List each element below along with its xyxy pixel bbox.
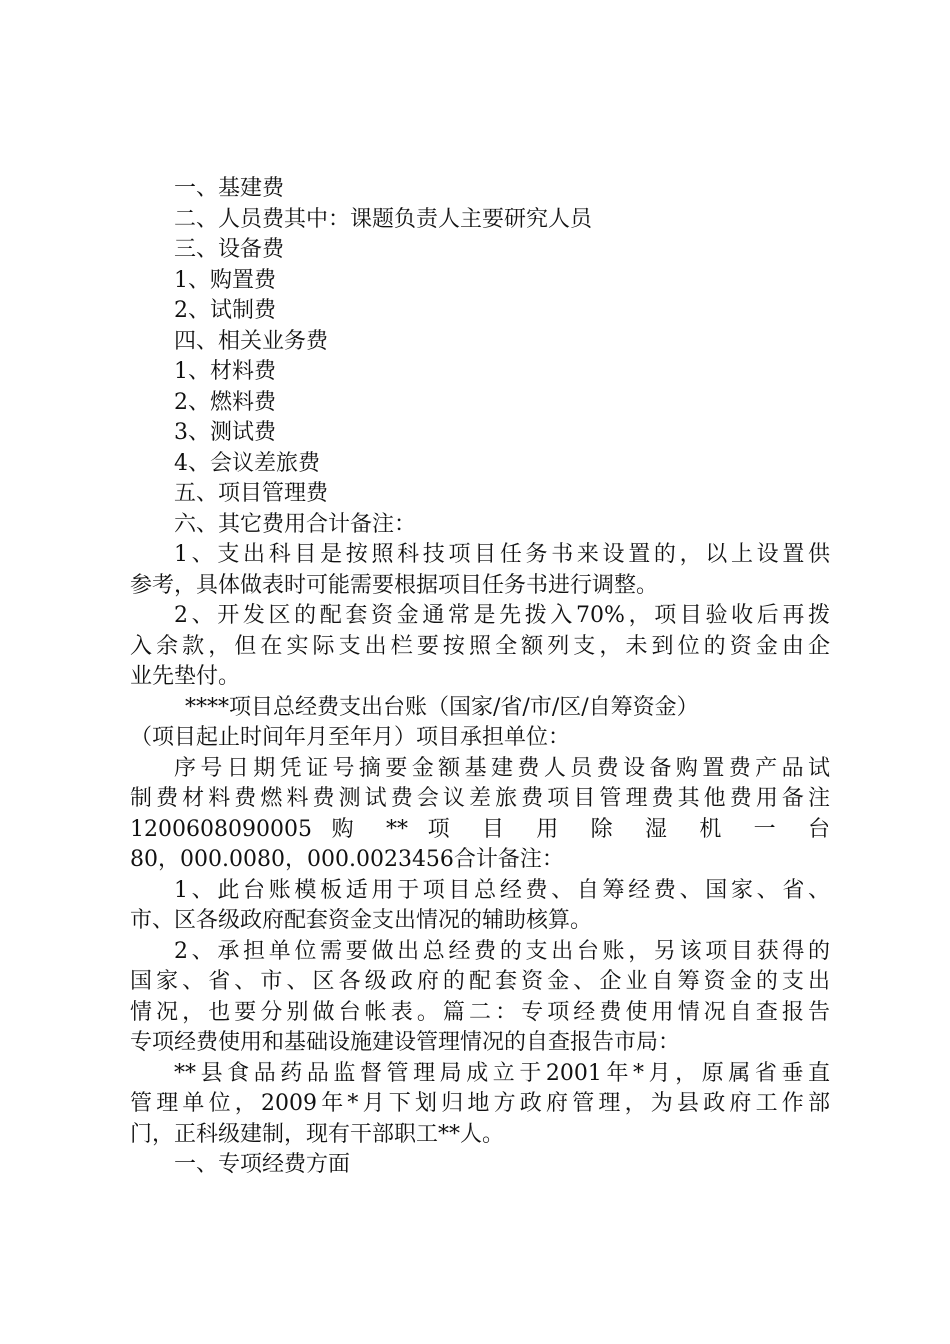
ledger-note-1-line-1: 1、此台账模板适用于项目总经费、自筹经费、国家、省、 bbox=[174, 877, 830, 903]
section-special-funds: 一、专项经费方面 bbox=[174, 1152, 351, 1177]
heading-personnel: 二、人员费其中：课题负责人主要研究人员 bbox=[174, 206, 593, 232]
ledger-note-2-line-1: 2、承担单位需要做出总经费的支出台账，另该项目获得的 bbox=[174, 938, 830, 964]
ledger-note-2-line-3: 情况，也要分别做台帐表。篇二：专项经费使用情况自查报告 bbox=[130, 999, 830, 1025]
report-para-line-1: **县食品药品监督管理局成立于2001年*月，原属省垂直 bbox=[174, 1060, 830, 1086]
report-title-line: 专项经费使用和基础设施建设管理情况的自查报告市局： bbox=[130, 1030, 681, 1055]
ledger-row-1: 1200608090005 购 ** 项 目 用 除 湿 机 一 台 bbox=[130, 816, 830, 842]
report-para-line-3: 门，正科级建制，现有干部职工**人。 bbox=[130, 1121, 505, 1147]
item-testing: 3、测试费 bbox=[174, 420, 276, 445]
heading-related-business: 四、相关业务费 bbox=[174, 328, 329, 354]
item-meeting-travel: 4、会议差旅费 bbox=[174, 450, 320, 476]
heading-equipment: 三、设备费 bbox=[174, 237, 285, 262]
item-materials: 1、材料费 bbox=[174, 359, 276, 384]
item-trial-production: 2、试制费 bbox=[174, 298, 276, 323]
ledger-title: ****项目总经费支出台账（国家/省/市/区/自筹资金） bbox=[185, 694, 699, 720]
report-para-line-2: 管理单位，2009年*月下划归地方政府管理，为县政府工作部 bbox=[130, 1091, 830, 1116]
item-purchase: 1、购置费 bbox=[174, 267, 276, 293]
note-2-line-2: 入余款，但在实际支出栏要按照全额列支，未到位的资金由企 bbox=[130, 633, 830, 659]
ledger-note-2-line-2: 国家、省、市、区各级政府的配套资金、企业自筹资金的支出 bbox=[130, 969, 830, 994]
note-2-line-1: 2、开发区的配套资金通常是先拨入70%，项目验收后再拨 bbox=[174, 603, 830, 628]
document-body bbox=[130, 174, 830, 1181]
note-1-line-2: 参考，具体做表时可能需要根据项目任务书进行调整。 bbox=[130, 572, 659, 598]
heading-other-costs: 六、其它费用合计备注： bbox=[174, 511, 417, 537]
heading-capital-construction: 一、基建费 bbox=[174, 176, 285, 201]
ledger-subtitle: （项目起止时间年月至年月）项目承担单位： bbox=[130, 725, 571, 750]
note-1-line-1: 1、支出科目是按照科技项目任务书来设置的，以上设置供 bbox=[174, 542, 830, 567]
item-fuel: 2、燃料费 bbox=[174, 389, 276, 415]
ledger-header-line-1: 序号日期凭证号摘要金额基建费人员费设备购置费产品试 bbox=[174, 755, 830, 781]
ledger-header-line-2: 制费材料费燃料费测试费会议差旅费项目管理费其他费用备注 bbox=[130, 786, 830, 811]
ledger-note-1-line-2: 市、区各级政府配套资金支出情况的辅助核算。 bbox=[130, 908, 593, 933]
note-2-line-3: 业先垫付。 bbox=[130, 664, 241, 689]
ledger-row-amounts: 80，000.0080，000.0023456合计备注： bbox=[130, 847, 564, 872]
heading-project-management: 五、项目管理费 bbox=[174, 481, 329, 506]
